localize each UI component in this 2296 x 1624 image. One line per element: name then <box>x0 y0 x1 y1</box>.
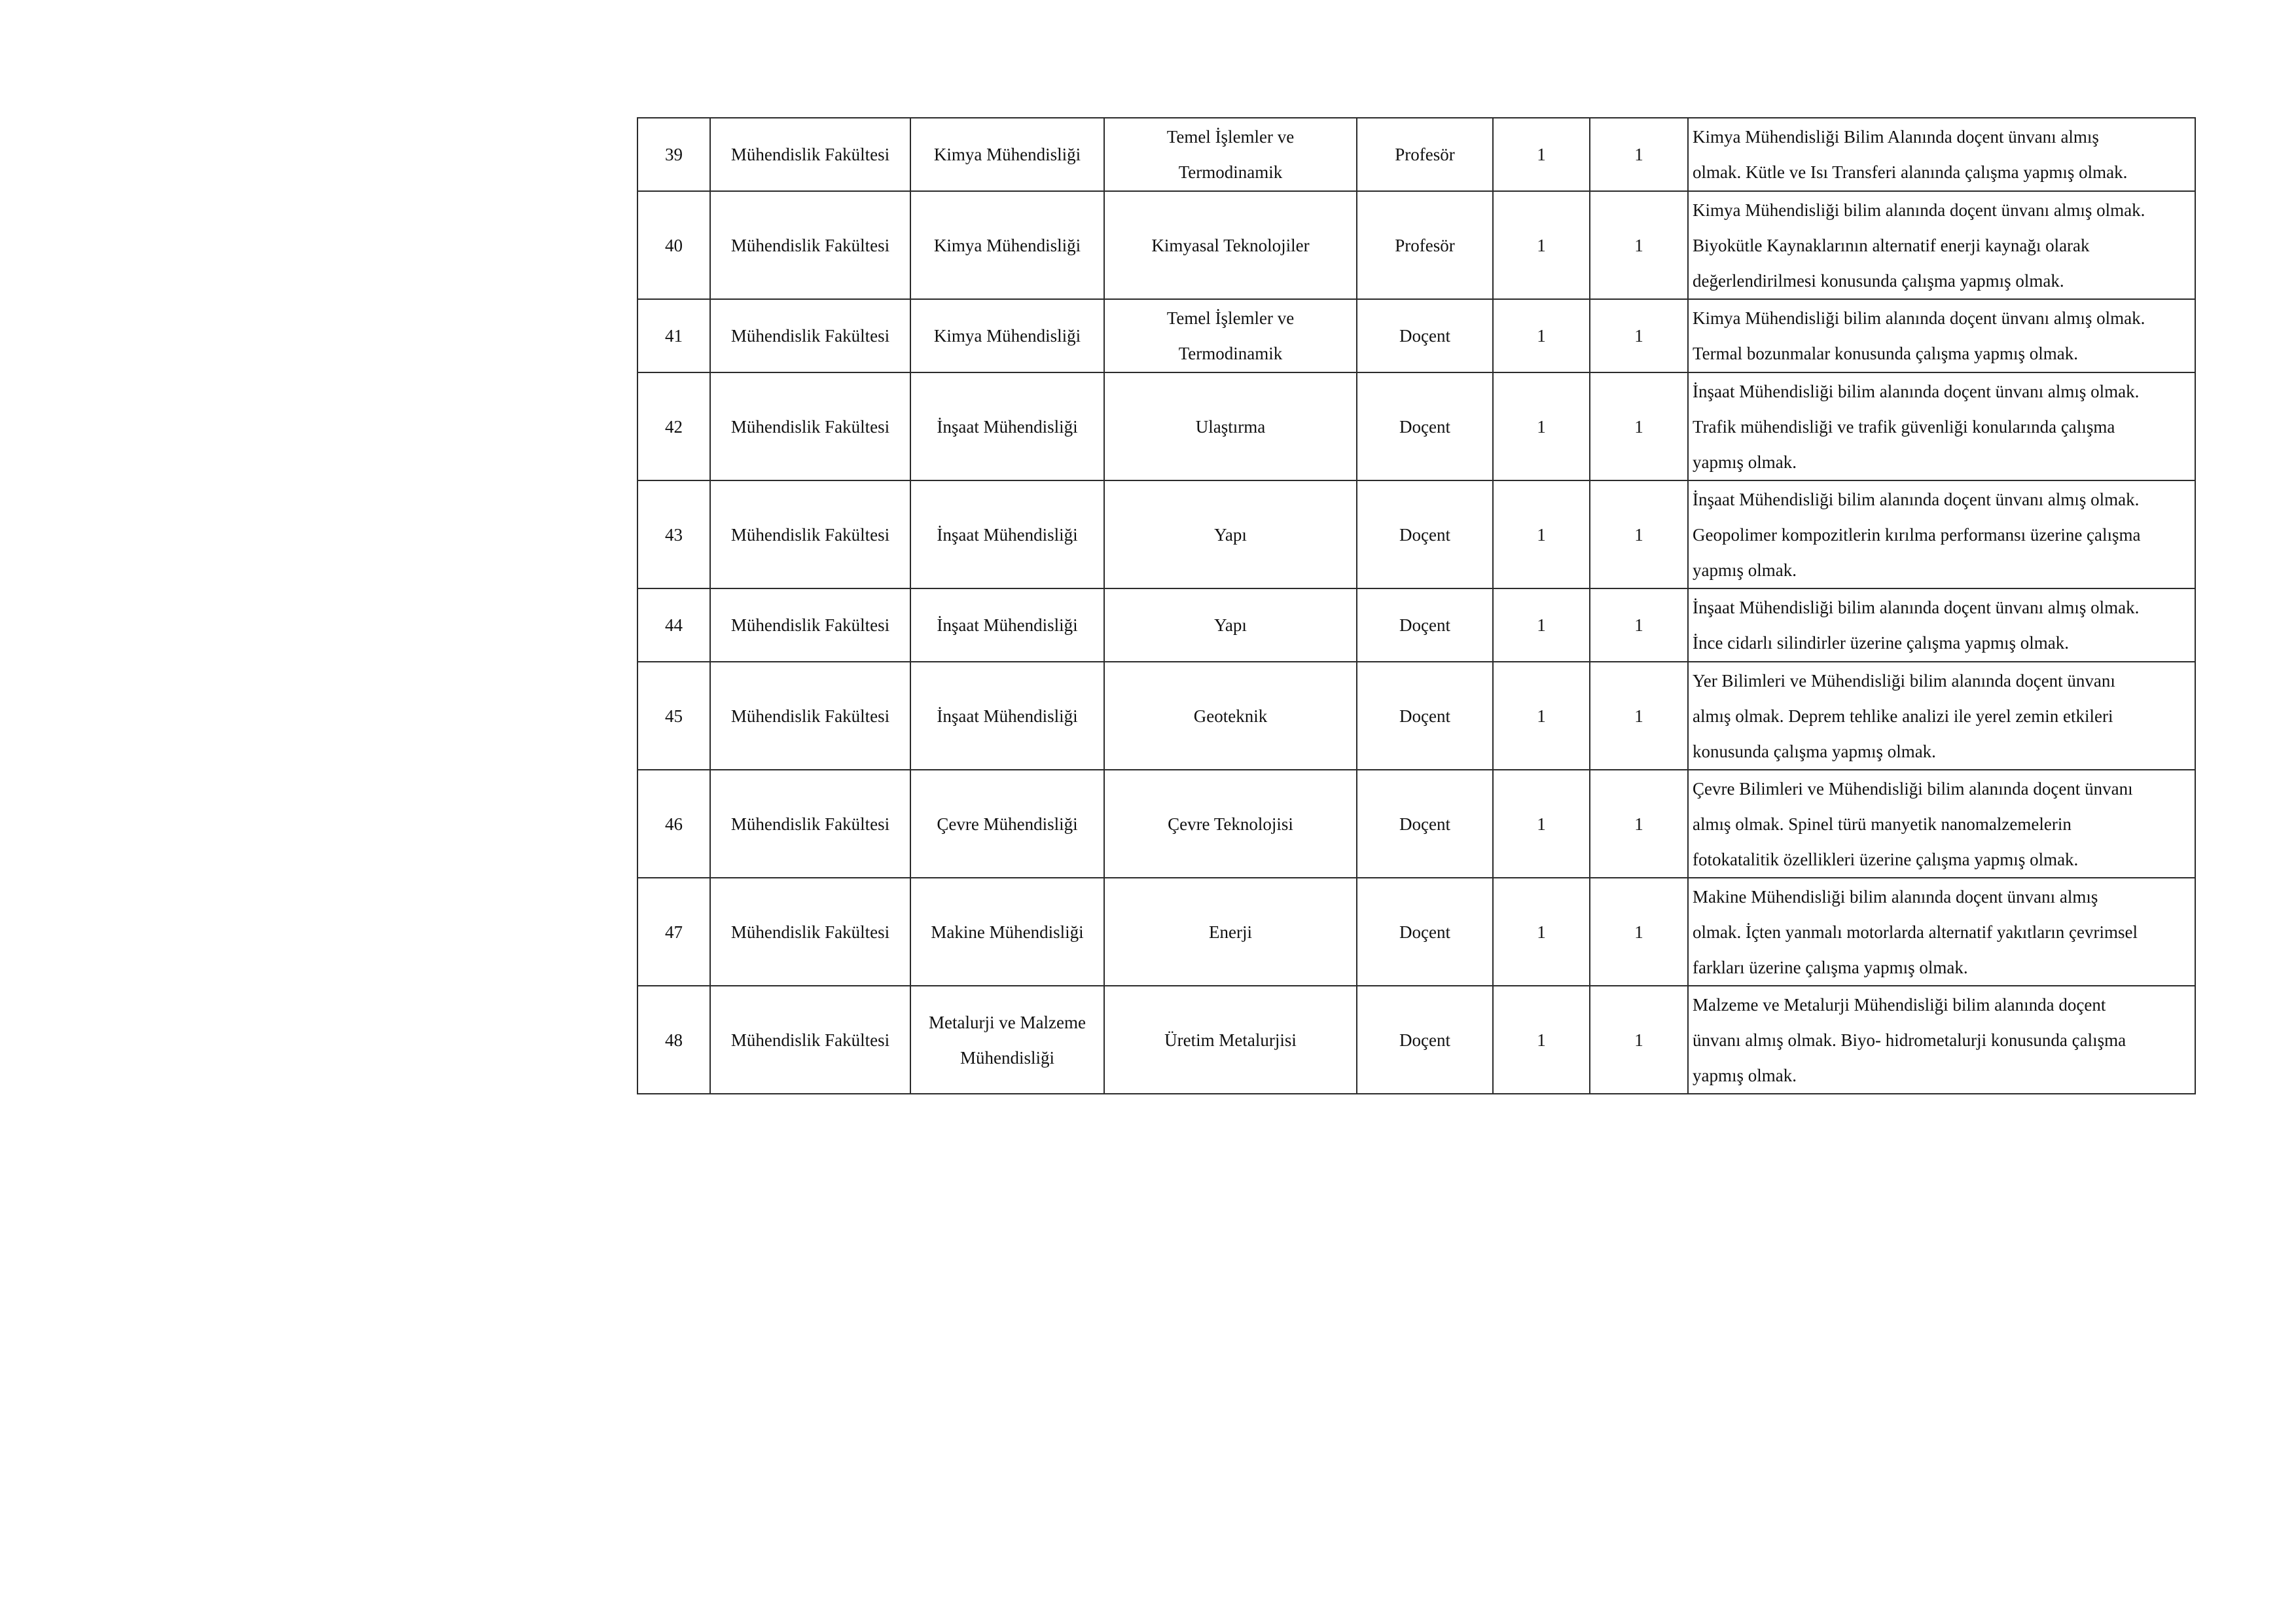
requirement-line: Biyokütle Kaynaklarının alternatif enerji kaynağı olarak <box>1693 235 2090 255</box>
field-line: Temel İşlemler ve <box>1166 308 1295 328</box>
requirement-line: olmak. Kütle ve Isı Transferi alanında çalışma yapmış olmak. <box>1693 162 2128 182</box>
faculty-cell: Mühendislik Fakültesi <box>710 480 910 588</box>
row-number: 47 <box>637 878 710 986</box>
requirement-line: konusunda çalışma yapmış olmak. <box>1693 741 1936 761</box>
field-line: Geoteknik <box>1193 706 1268 726</box>
table-row <box>637 986 2195 1094</box>
department-line: Metalurji ve Malzeme <box>929 1012 1086 1032</box>
department-cell: İnşaat Mühendisliği <box>910 588 1104 662</box>
requirement-line: Kimya Mühendisliği bilim alanında doçent ünvanı almış olmak. <box>1693 308 2145 328</box>
faculty-cell: Mühendislik Fakültesi <box>710 662 910 770</box>
department-cell: Makine Mühendisliği <box>910 878 1104 986</box>
requirement-cell <box>1688 878 2195 986</box>
field-cell <box>1104 662 1357 770</box>
count1-cell: 1 <box>1493 770 1590 878</box>
row-number: 40 <box>637 191 710 299</box>
count2-cell: 1 <box>1590 299 1688 372</box>
requirement-line: Çevre Bilimleri ve Mühendisliği bilim alanında doçent ünvanı <box>1693 778 2133 799</box>
department-cell: Kimya Mühendisliği <box>910 299 1104 372</box>
field-cell <box>1104 588 1357 662</box>
field-cell <box>1104 372 1357 480</box>
requirement-line: İnşaat Mühendisliği bilim alanında doçent ünvanı almış olmak. <box>1693 598 2140 617</box>
requirement-line: Malzeme ve Metalurji Mühendisliği bilim alanında doçent <box>1693 994 2106 1015</box>
title-cell: Doçent <box>1357 372 1493 480</box>
field-cell <box>1104 480 1357 588</box>
department-cell: İnşaat Mühendisliği <box>910 372 1104 480</box>
department-cell: Kimya Mühendisliği <box>910 191 1104 299</box>
requirement-line: değerlendirilmesi konusunda çalışma yapmış olmak. <box>1693 270 2064 291</box>
row-number: 43 <box>637 480 710 588</box>
row-number: 41 <box>637 299 710 372</box>
field-cell <box>1104 118 1357 191</box>
department-cell: Çevre Mühendisliği <box>910 770 1104 878</box>
requirement-cell <box>1688 662 2195 770</box>
table-row <box>637 299 2195 372</box>
title-cell: Doçent <box>1357 878 1493 986</box>
count2-cell: 1 <box>1590 662 1688 770</box>
row-number: 44 <box>637 588 710 662</box>
title-cell: Profesör <box>1357 191 1493 299</box>
title-cell: Doçent <box>1357 986 1493 1094</box>
title-cell: Profesör <box>1357 118 1493 191</box>
faculty-cell: Mühendislik Fakültesi <box>710 299 910 372</box>
count2-cell: 1 <box>1590 588 1688 662</box>
requirement-line: almış olmak. Spinel türü manyetik nanomalzemelerin <box>1693 814 2072 834</box>
requirement-line: Geopolimer kompozitlerin kırılma performansı üzerine çalışma <box>1693 524 2141 545</box>
title-cell: Doçent <box>1357 588 1493 662</box>
department-cell: İnşaat Mühendisliği <box>910 662 1104 770</box>
field-cell <box>1104 878 1357 986</box>
requirement-line: yapmış olmak. <box>1693 1065 1797 1085</box>
count1-cell: 1 <box>1493 191 1590 299</box>
requirement-line: ünvanı almış olmak. Biyo- hidrometalurji konusunda çalışma <box>1693 1030 2126 1050</box>
requirement-line: İnşaat Mühendisliği bilim alanında doçent ünvanı almış olmak. <box>1693 381 2140 401</box>
field-line: Kimyasal Teknolojiler <box>1151 235 1310 255</box>
requirement-line: fotokatalitik özellikleri üzerine çalışma yapmış olmak. <box>1693 849 2079 869</box>
count1-cell: 1 <box>1493 372 1590 480</box>
table-body <box>637 118 2195 1094</box>
count1-cell: 1 <box>1493 118 1590 191</box>
count1-cell: 1 <box>1493 986 1590 1094</box>
requirement-cell <box>1688 372 2195 480</box>
row-number: 45 <box>637 662 710 770</box>
table-row <box>637 191 2195 299</box>
faculty-cell: Mühendislik Fakültesi <box>710 118 910 191</box>
count1-cell: 1 <box>1493 480 1590 588</box>
faculty-cell: Mühendislik Fakültesi <box>710 770 910 878</box>
table-row <box>637 588 2195 662</box>
count2-cell: 1 <box>1590 878 1688 986</box>
requirement-line: İnce cidarlı silindirler üzerine çalışma yapmış olmak. <box>1693 633 2070 653</box>
row-number: 46 <box>637 770 710 878</box>
field-line: Çevre Teknolojisi <box>1168 814 1293 834</box>
requirement-cell <box>1688 588 2195 662</box>
requirement-line: Termal bozunmalar konusunda çalışma yapmış olmak. <box>1693 344 2078 363</box>
requirement-line: Kimya Mühendisliği bilim alanında doçent ünvanı almış olmak. <box>1693 200 2145 220</box>
requirement-line: olmak. İçten yanmalı motorlarda alternatif yakıtların çevrimsel <box>1693 922 2138 942</box>
count1-cell: 1 <box>1493 588 1590 662</box>
field-line: Yapı <box>1214 524 1247 545</box>
requirement-line: İnşaat Mühendisliği bilim alanında doçent ünvanı almış olmak. <box>1693 489 2140 509</box>
row-number: 39 <box>637 118 710 191</box>
faculty-cell: Mühendislik Fakültesi <box>710 588 910 662</box>
requirement-cell <box>1688 986 2195 1094</box>
count2-cell: 1 <box>1590 770 1688 878</box>
count1-cell: 1 <box>1493 299 1590 372</box>
field-line: Yapı <box>1214 615 1247 635</box>
faculty-cell: Mühendislik Fakültesi <box>710 986 910 1094</box>
field-cell <box>1104 770 1357 878</box>
field-line: Termodinamik <box>1178 344 1283 363</box>
field-cell <box>1104 986 1357 1094</box>
title-cell: Doçent <box>1357 770 1493 878</box>
requirement-line: Kimya Mühendisliği Bilim Alanında doçent ünvanı almış <box>1693 127 2099 147</box>
requirement-cell <box>1688 299 2195 372</box>
faculty-cell: Mühendislik Fakültesi <box>710 878 910 986</box>
department-cell: İnşaat Mühendisliği <box>910 480 1104 588</box>
requirement-line: Makine Mühendisliği bilim alanında doçent ünvanı almış <box>1693 886 2098 907</box>
requirement-line: Trafik mühendisliği ve trafik güvenliği konularında çalışma <box>1693 416 2115 437</box>
table-row <box>637 878 2195 986</box>
requirement-cell <box>1688 480 2195 588</box>
table-row <box>637 662 2195 770</box>
field-cell <box>1104 299 1357 372</box>
count2-cell: 1 <box>1590 118 1688 191</box>
table-row <box>637 480 2195 588</box>
title-cell: Doçent <box>1357 662 1493 770</box>
requirement-cell <box>1688 118 2195 191</box>
requirement-line: farkları üzerine çalışma yapmış olmak. <box>1693 957 1968 977</box>
count2-cell: 1 <box>1590 372 1688 480</box>
count1-cell: 1 <box>1493 662 1590 770</box>
row-number: 42 <box>637 372 710 480</box>
requirement-line: yapmış olmak. <box>1693 560 1797 580</box>
requirement-line: almış olmak. Deprem tehlike analizi ile yerel zemin etkileri <box>1693 706 2113 726</box>
table-row <box>637 372 2195 480</box>
title-cell: Doçent <box>1357 299 1493 372</box>
requirement-cell <box>1688 770 2195 878</box>
field-line: Enerji <box>1209 922 1252 942</box>
count1-cell: 1 <box>1493 878 1590 986</box>
field-line: Temel İşlemler ve <box>1166 127 1295 147</box>
field-line: Ulaştırma <box>1195 416 1266 437</box>
positions-table <box>637 117 2196 1094</box>
faculty-cell: Mühendislik Fakültesi <box>710 372 910 480</box>
field-line: Termodinamik <box>1178 162 1283 182</box>
department-line: Mühendisliği <box>960 1047 1054 1068</box>
count2-cell: 1 <box>1590 191 1688 299</box>
count2-cell: 1 <box>1590 986 1688 1094</box>
row-number: 48 <box>637 986 710 1094</box>
title-cell: Doçent <box>1357 480 1493 588</box>
requirement-line: Yer Bilimleri ve Mühendisliği bilim alanında doçent ünvanı <box>1693 670 2115 691</box>
table-row <box>637 770 2195 878</box>
requirement-cell <box>1688 191 2195 299</box>
field-line: Üretim Metalurjisi <box>1164 1030 1297 1050</box>
count2-cell: 1 <box>1590 480 1688 588</box>
faculty-cell: Mühendislik Fakültesi <box>710 191 910 299</box>
table-row <box>637 118 2195 191</box>
department-cell: Kimya Mühendisliği <box>910 118 1104 191</box>
department-cell <box>910 986 1104 1094</box>
field-cell <box>1104 191 1357 299</box>
requirement-line: yapmış olmak. <box>1693 452 1797 472</box>
